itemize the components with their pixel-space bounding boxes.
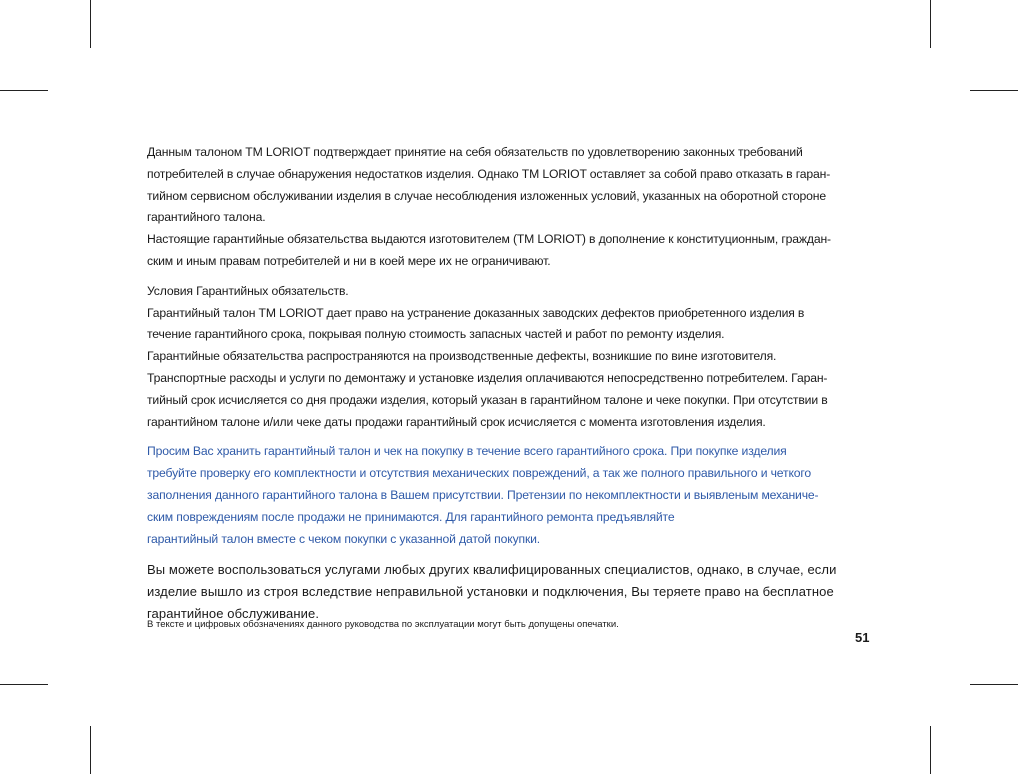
- crop-mark-top-right: [930, 0, 931, 48]
- conditions-heading: Условия Гарантийных обязательств.: [147, 283, 349, 298]
- text-line: течение гарантийного срока, покрывая полную стоимость запасных частей и работ по ремонту изделия.: [147, 327, 725, 342]
- warranty-text-block: [147, 142, 847, 625]
- text-line: тийный срок исчисляется со дня продажи изделия, который указан в гарантийном талоне и чеке покупки. При отсутствии в: [147, 392, 828, 407]
- text-line: гарантийного талона.: [147, 210, 266, 225]
- crop-mark-right-top: [970, 90, 1018, 91]
- text-line: изделие вышло из строя вследствие неправильной установки и подключения, Вы теряете право на бесплатное: [147, 584, 834, 600]
- service-paragraph: [147, 559, 847, 624]
- crop-mark-left-bottom: [0, 684, 48, 685]
- text-line: Вы можете воспользоваться услугами любых других квалифицированных специалистов, однако, в случае, если: [147, 562, 837, 578]
- text-line: ским и иным правам потребителей и ни в коей мере их не ограничивают.: [147, 253, 551, 268]
- text-line: гарантийное обслуживание.: [147, 605, 320, 621]
- text-line: Гарантийный талон TM LORIOT дает право на устранение доказанных заводских дефектов приобретенного изделия в: [147, 305, 805, 320]
- text-line: Гарантийные обязательства распространяются на производственные дефекты, возникшие по вине изготовителя.: [147, 349, 777, 364]
- text-line: тийном сервисном обслуживании изделия в случае несоблюдения изложенных условий, указанных на оборотной стороне: [147, 188, 826, 203]
- crop-mark-left-top: [0, 90, 48, 91]
- text-line: гарантийном талоне и/или чеке даты продажи гарантийный срок исчисляется с момента изготовления изделия.: [147, 414, 766, 429]
- text-line: гарантийный талон вместе с чеком покупки с указанной датой покупки.: [147, 531, 541, 546]
- text-line: ским повреждениям после продажи не принимаются. Для гарантийного ремонта предъявляйте: [147, 509, 675, 524]
- crop-mark-right-bottom: [970, 684, 1018, 685]
- text-line: заполнения данного гарантийного талона в Вашем присутствии. Претензии по некомплектности и выявленым механиче-: [147, 487, 819, 502]
- crop-mark-bottom-left: [90, 726, 91, 774]
- footnote: В тексте и цифровых обозначениях данного руководства по эксплуатации могут быть допущены опечатки.: [147, 619, 619, 630]
- text-line: Транспортные расходы и услуги по демонтажу и установке изделия оплачиваются непосредственно потребителем. Гаран-: [147, 370, 828, 385]
- page-number: 51: [855, 630, 870, 645]
- text-line: Настоящие гарантийные обязательства выдаются изготовителем (TM LORIOT) в дополнение к конституционным, граждан-: [147, 232, 831, 247]
- text-line: Данным талоном TM LORIOT подтверждает принятие на себя обязательств по удовлетворению законных требований: [147, 145, 803, 159]
- crop-mark-bottom-right: [930, 726, 931, 774]
- conditions-paragraph: [147, 281, 847, 434]
- notice-paragraph: [147, 441, 847, 550]
- intro-paragraph: [147, 142, 847, 273]
- text-line: требуйте проверку его комплектности и отсутствия механических повреждений, а так же полного правильного и четкого: [147, 466, 812, 481]
- text-line: Просим Вас хранить гарантийный талон и чек на покупку в течение всего гарантийного срока. При покупке изделия: [147, 444, 787, 459]
- crop-mark-top-left: [90, 0, 91, 48]
- text-line: потребителей в случае обнаружения недостатков изделия. Однако TM LORIOT оставляет за собой право отказать в гаран-: [147, 166, 831, 181]
